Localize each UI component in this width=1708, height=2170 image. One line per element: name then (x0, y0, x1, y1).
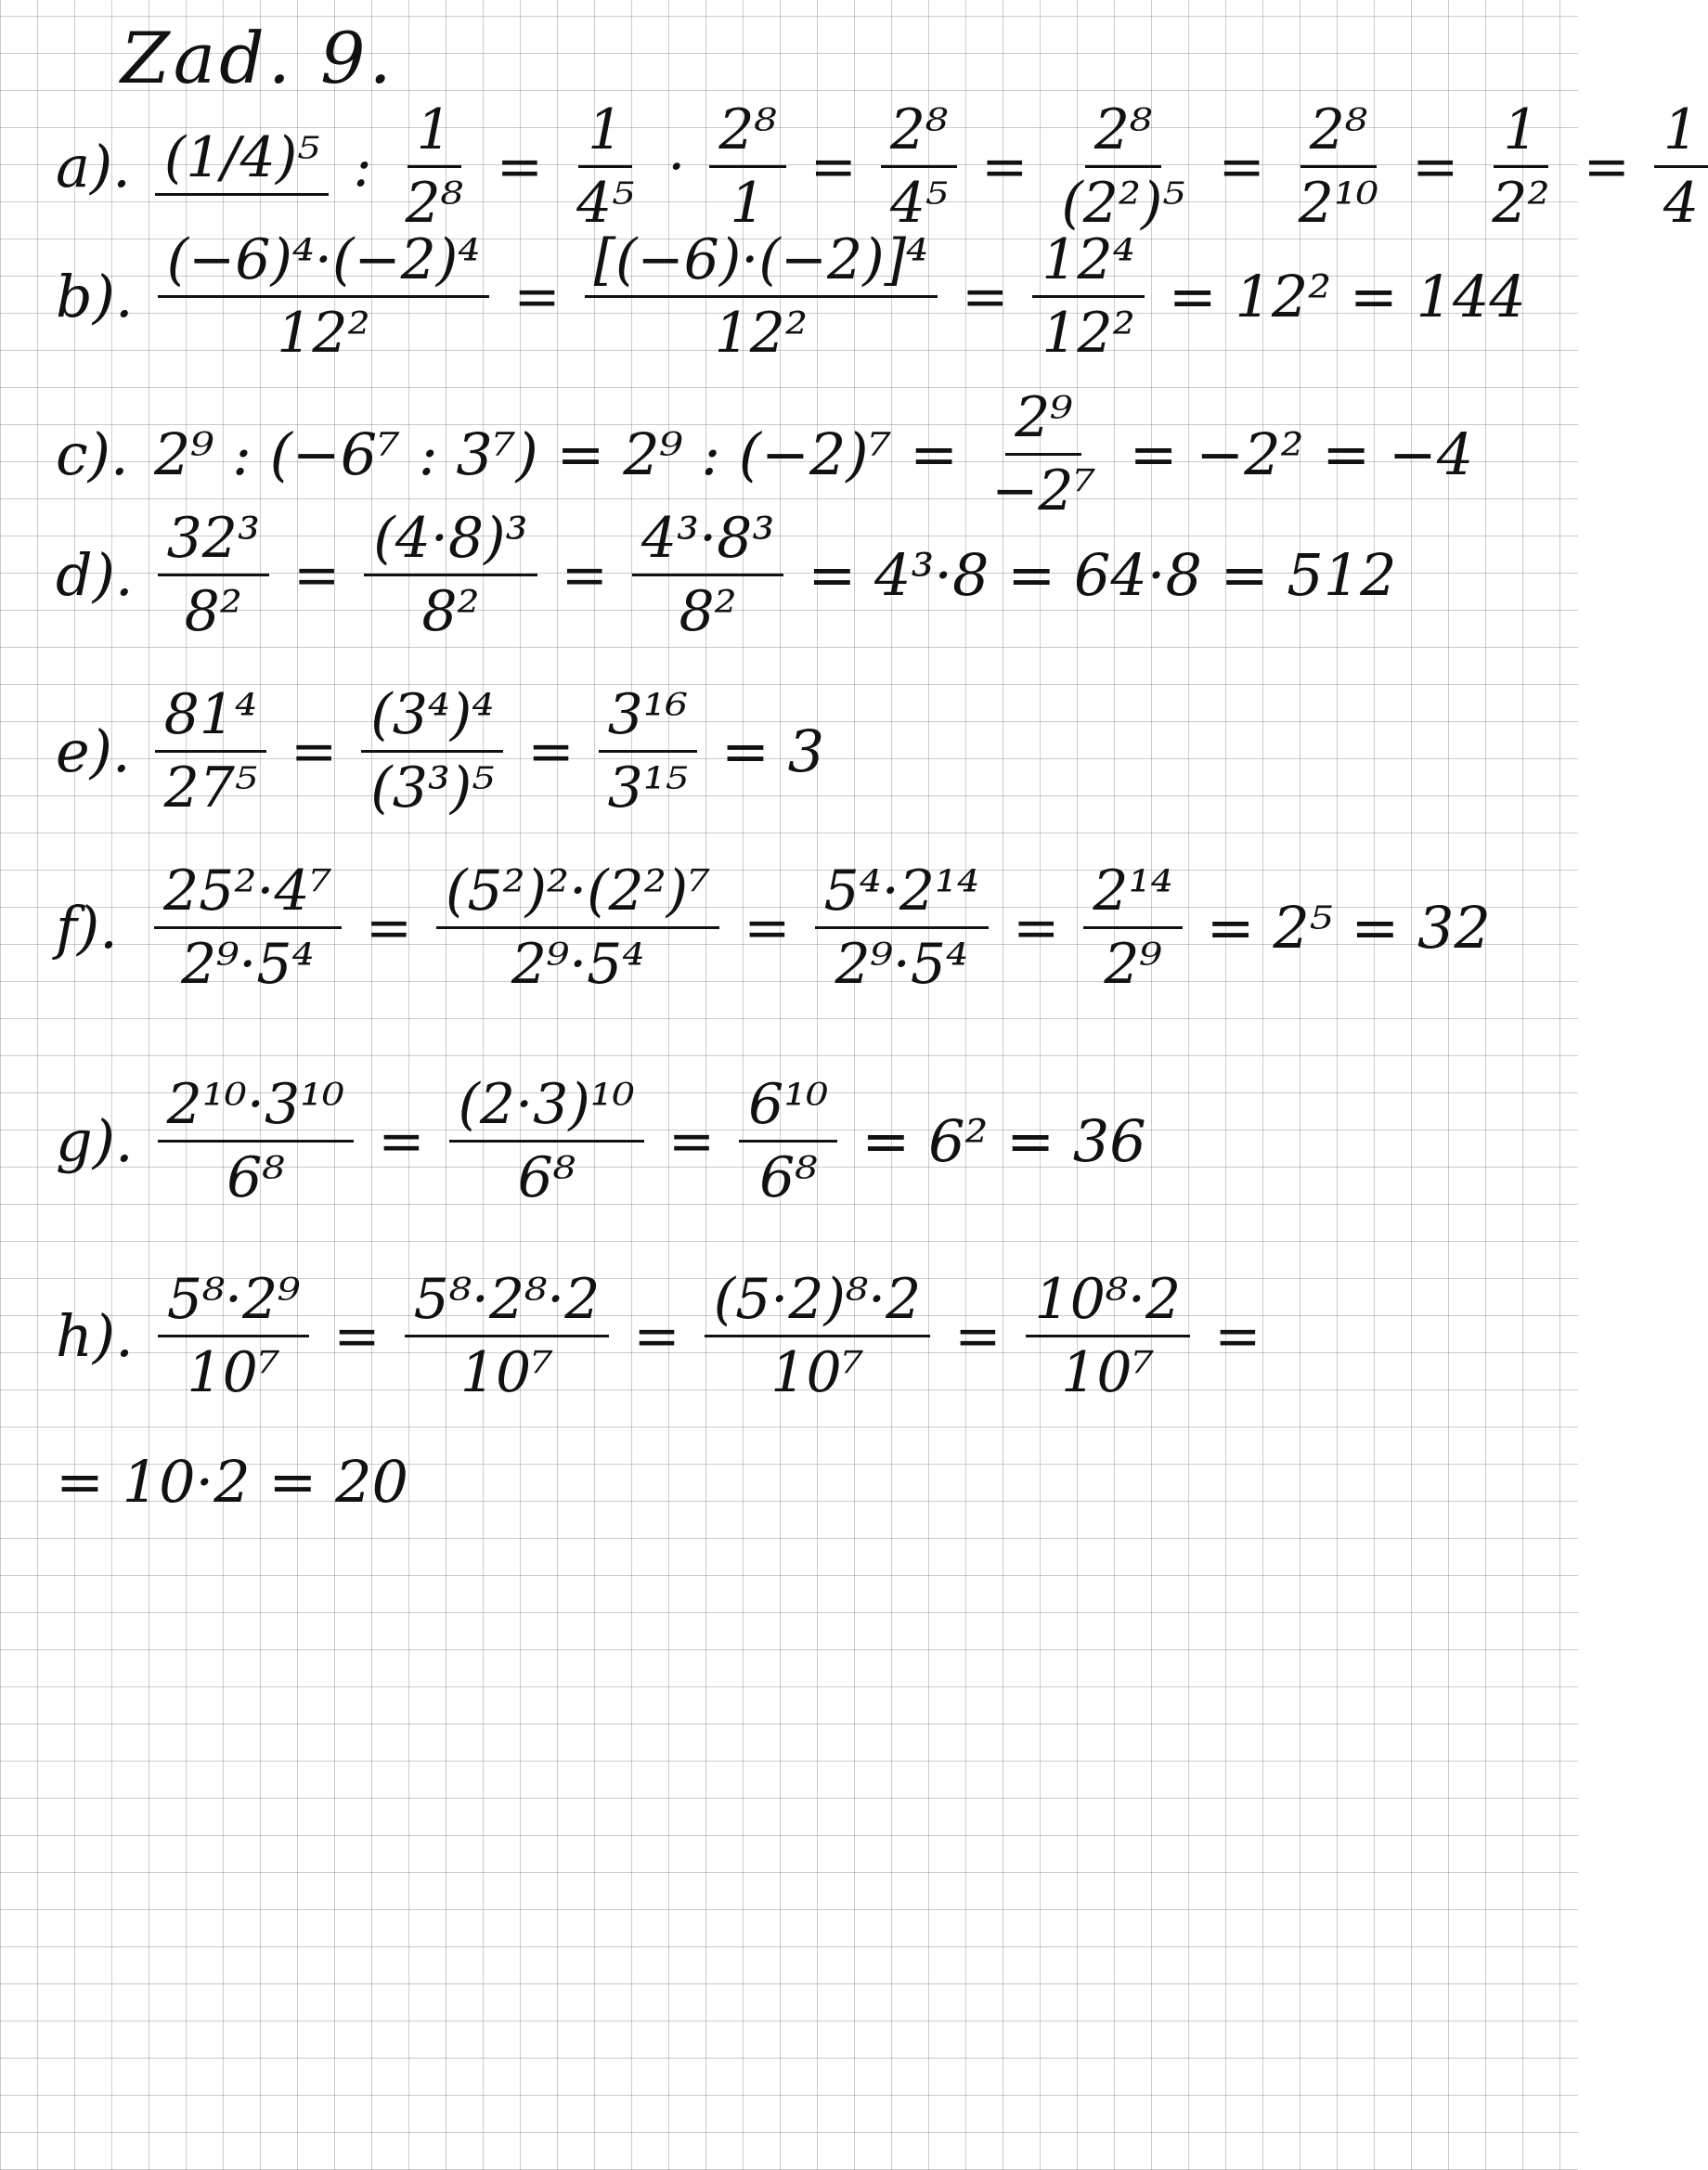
denominator: 1 (730, 171, 766, 236)
problem-b (56, 227, 1526, 366)
fraction (436, 859, 719, 997)
equals-sign: = (1218, 134, 1265, 200)
problem-label: c). (56, 420, 129, 488)
numerator: 2¹⁰·3¹⁰ (158, 1077, 355, 1143)
page-title: Zad. 9. (121, 17, 395, 99)
fraction (739, 1072, 837, 1210)
fraction (154, 859, 342, 997)
denominator: 6⁸ (517, 1145, 576, 1210)
fraction (158, 227, 490, 366)
expression-text: 2⁹ : (−6⁷ : 3⁷) = 2⁹ : (−2)⁷ = (154, 420, 959, 488)
equals-sign: = (633, 1303, 680, 1369)
numerator: 5⁴·2¹⁴ (815, 863, 990, 929)
fraction (396, 97, 472, 236)
numerator: (4·8)³ (364, 510, 537, 576)
numerator: [(−6)·(−2)]⁴ (585, 232, 938, 298)
fraction (705, 1267, 931, 1405)
numerator: 4³·8³ (632, 510, 784, 576)
numerator: 2⁸ (881, 102, 957, 168)
problem-h-continuation (56, 1448, 408, 1516)
denominator: 12² (714, 301, 809, 366)
numerator: 2¹⁴ (1083, 863, 1182, 929)
fraction (1032, 227, 1144, 366)
equals-sign: = (378, 1108, 425, 1174)
numerator: 5⁸·2⁹ (158, 1272, 310, 1337)
denominator: 2⁸ (405, 171, 463, 236)
numerator: 1 (408, 102, 461, 168)
numerator: 3¹⁶ (599, 687, 697, 753)
fraction (1482, 97, 1559, 236)
numerator: 1 (1654, 102, 1708, 168)
equals-sign: = (1412, 134, 1459, 200)
problem-label: g). (56, 1107, 134, 1175)
problem-e (56, 682, 825, 820)
denominator: 2² (1492, 171, 1550, 236)
numerator: 2⁸ (1300, 102, 1377, 168)
numerator: 25²·4⁷ (154, 863, 342, 929)
problem-label: e). (56, 717, 131, 785)
denominator: 4⁵ (889, 171, 949, 236)
equals-sign: = (809, 134, 857, 200)
denominator: 10⁷ (1061, 1340, 1155, 1405)
fraction (1289, 97, 1388, 236)
problem-g (56, 1072, 1146, 1210)
denominator: 10⁷ (187, 1340, 280, 1405)
denominator: 27⁵ (163, 756, 257, 820)
fraction (158, 1267, 310, 1405)
numerator: 2⁸ (1085, 102, 1161, 168)
denominator: 8² (679, 579, 737, 644)
result-text: = 3 (720, 717, 825, 785)
denominator: 10⁷ (459, 1340, 554, 1405)
fraction (361, 682, 503, 820)
denominator: 4⁵ (576, 171, 635, 236)
equals-sign: = (954, 1303, 1002, 1369)
problem-d (56, 506, 1397, 644)
fraction (364, 506, 537, 644)
equals-sign: = (1583, 134, 1630, 200)
denominator: 8² (421, 579, 480, 644)
result-text: = 10·2 = 20 (56, 1448, 408, 1516)
fraction (881, 97, 957, 236)
problem-label: f). (56, 894, 118, 962)
denominator: 2⁹·5⁴ (181, 932, 315, 997)
fraction (158, 506, 269, 644)
denominator: 10⁷ (770, 1340, 864, 1405)
denominator: 2⁹ (1104, 932, 1162, 997)
result-text: = 2⁵ = 32 (1206, 894, 1491, 962)
equals-sign: = (333, 1303, 381, 1369)
equals-sign: = (561, 542, 608, 608)
numerator: (3⁴)⁴ (361, 687, 503, 753)
fraction (709, 97, 785, 236)
problem-label: b). (56, 263, 134, 330)
fraction (405, 1267, 610, 1405)
operator: : (353, 134, 372, 200)
denominator: 2⁹·5⁴ (835, 932, 969, 997)
denominator: 2¹⁰ (1298, 171, 1379, 236)
result-text: = 4³·8 = 64·8 = 512 (808, 541, 1397, 609)
problem-c (56, 385, 1474, 523)
denominator: 12² (1042, 301, 1135, 366)
denominator: 12² (277, 301, 370, 366)
numerator: (1/4)⁵ (155, 130, 329, 196)
result-text: = 6² = 36 (861, 1107, 1146, 1175)
fraction (632, 506, 784, 644)
equals-sign: = (293, 542, 341, 608)
equals-sign: = (496, 134, 544, 200)
problem-a (56, 97, 1708, 236)
numerator: 1 (1494, 102, 1547, 168)
fraction (449, 1072, 644, 1210)
denominator: (2²)⁵ (1061, 171, 1185, 236)
fraction (585, 227, 938, 366)
numerator: 2⁹ (1005, 390, 1081, 456)
numerator: 81⁴ (155, 687, 266, 753)
fraction (158, 1072, 355, 1210)
result-text: = −2² = −4 (1129, 420, 1474, 488)
operator: · (667, 134, 686, 200)
equals-sign: = (1013, 895, 1060, 961)
problem-label: h). (56, 1302, 134, 1370)
equals-sign: = (744, 895, 791, 961)
fraction (982, 385, 1106, 523)
numerator: 6¹⁰ (739, 1077, 837, 1143)
fraction (567, 97, 643, 236)
numerator: (5·2)⁸·2 (705, 1272, 931, 1337)
fraction (155, 125, 329, 203)
denominator: (3³)⁵ (370, 756, 495, 820)
equals-sign: = (962, 264, 1009, 329)
fraction (1654, 97, 1708, 236)
numerator: 1 (578, 102, 632, 168)
denominator: 8² (184, 579, 242, 644)
numerator: (5²)²·(2²)⁷ (436, 863, 719, 929)
fraction (1026, 1267, 1191, 1405)
equals-sign: = (513, 264, 561, 329)
numerator: 12⁴ (1032, 232, 1144, 298)
problem-label: a). (56, 133, 131, 200)
problem-label: d). (56, 541, 134, 609)
numerator: 5⁸·2⁸·2 (405, 1272, 610, 1337)
result-text: = 12² = 144 (1168, 263, 1526, 330)
fraction (815, 859, 990, 997)
numerator: 10⁸·2 (1026, 1272, 1191, 1337)
numerator: 32³ (158, 510, 269, 576)
equals-sign: = (291, 718, 338, 784)
equals-sign: = (1214, 1303, 1262, 1369)
fraction (155, 682, 266, 820)
denominator: −2⁷ (991, 459, 1096, 523)
numerator: (−6)⁴·(−2)⁴ (158, 232, 490, 298)
denominator: 3¹⁵ (607, 756, 688, 820)
problem-h (56, 1267, 1262, 1405)
fraction (1083, 859, 1182, 997)
denominator: 4 (1663, 171, 1700, 236)
fraction (1052, 97, 1194, 236)
equals-sign: = (527, 718, 575, 784)
problem-f (56, 859, 1491, 997)
denominator: 6⁸ (226, 1145, 285, 1210)
fraction (599, 682, 697, 820)
equals-sign: = (365, 895, 412, 961)
denominator (233, 196, 252, 203)
equals-sign: = (981, 134, 1029, 200)
equals-sign: = (667, 1108, 716, 1174)
denominator: 2⁹·5⁴ (511, 932, 645, 997)
numerator: (2·3)¹⁰ (449, 1077, 644, 1143)
numerator: 2⁸ (709, 102, 785, 168)
denominator: 6⁸ (759, 1145, 818, 1210)
